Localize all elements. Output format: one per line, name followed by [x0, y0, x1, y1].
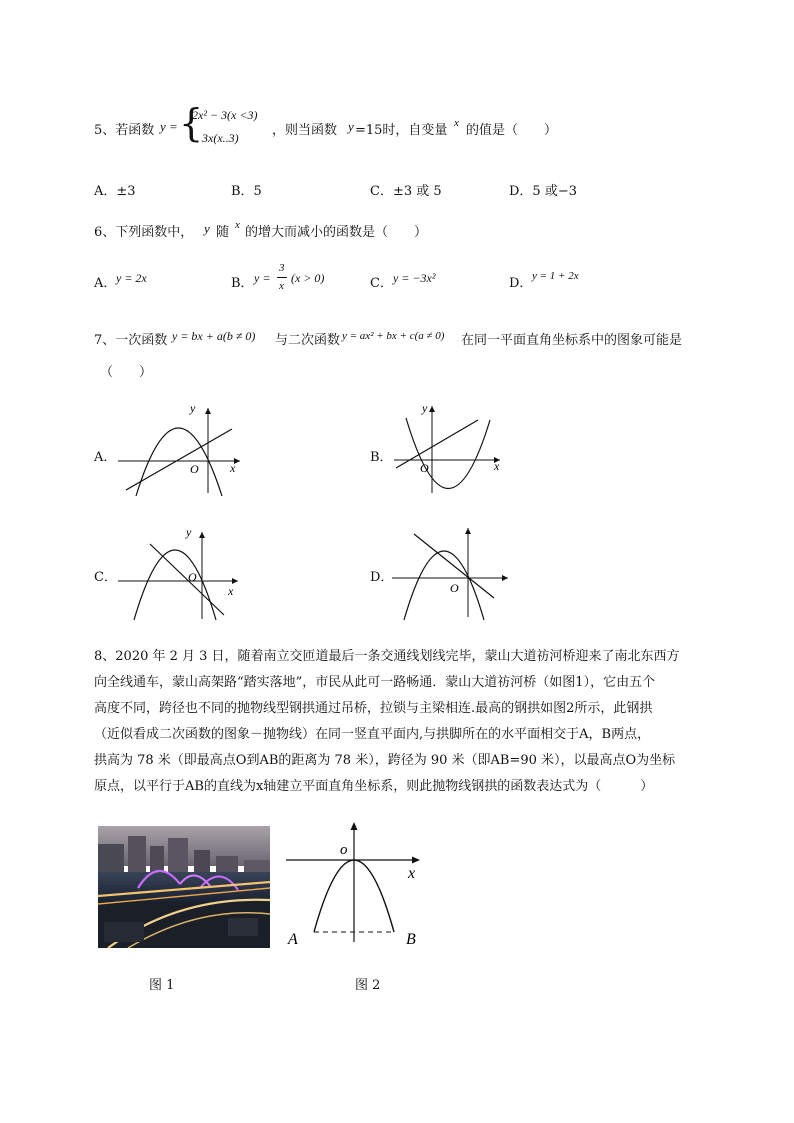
- parabola: [404, 551, 484, 620]
- parabola: [136, 428, 222, 496]
- q7-graph-d-label: D．: [370, 570, 394, 585]
- origin-label: o: [340, 842, 348, 858]
- q5-prefix: 5、若函数: [94, 123, 155, 138]
- bridge-photo: [98, 826, 270, 948]
- q5-suffix-x: x: [454, 117, 459, 129]
- q5-y: y =: [160, 119, 178, 134]
- q6-option-b-label: B．: [231, 276, 254, 291]
- line: [126, 429, 232, 490]
- y-axis-arrow: [205, 408, 211, 414]
- q6-option-d-label: D．: [509, 276, 533, 291]
- x-axis-label: x: [408, 865, 416, 882]
- point-b-label: B: [406, 931, 416, 948]
- q5-option-b: B．5: [231, 184, 262, 199]
- x-axis-arrow: [412, 857, 420, 864]
- q5-brace: {: [179, 101, 204, 145]
- q7-stem-d: （ ）: [100, 365, 153, 380]
- q8-line-4: （近似看成二次函数的图象－抛物线）在同一竖直平面内,与拱脚所在的水平面相交于A，B两点，: [94, 727, 651, 742]
- q7-graph-c-label: C．: [94, 570, 117, 585]
- y-axis-arrow: [429, 406, 435, 412]
- y-axis-label: y: [186, 525, 192, 539]
- q7-math-linear: y = bx + a(b ≠ 0): [172, 329, 256, 343]
- q5-option-c: C．±3 或 5: [370, 184, 442, 199]
- q6-stem-c: 的增大而减小的函数是（ ）: [245, 225, 428, 240]
- q5-option-a: A．±3: [94, 184, 136, 199]
- figure-1-caption: 图 1: [149, 978, 175, 993]
- q6-stem-x: x: [235, 219, 240, 231]
- origin-label: O: [190, 462, 199, 476]
- q8-line-2: 向全线通车，蒙山高架路“踏实落地”，市民从此可一路畅通．蒙山大道祊河桥（如图1），它由五个: [94, 675, 656, 690]
- parabola: [134, 550, 216, 620]
- x-axis-label: x: [494, 459, 500, 473]
- q7-graph-d: [388, 522, 518, 622]
- q5-suffix-a: ，则当函数: [272, 123, 338, 138]
- q6-option-b-numerator: 3: [279, 262, 285, 274]
- origin-label: O: [450, 581, 459, 595]
- parabola: [406, 418, 490, 489]
- q7-graph-a: [110, 398, 250, 498]
- q8-line-6: 原点，以平行于AB的直线为x轴建立平面直角坐标系，则此抛物线钢拱的函数表达式为（ ）: [94, 779, 654, 794]
- y-axis-arrow: [465, 528, 471, 534]
- q6-option-a-label: A．: [94, 276, 117, 291]
- q6-option-b-condition: (x > 0): [291, 271, 325, 285]
- q6-stem-b: 随: [216, 225, 230, 240]
- q5-suffix-y: y: [348, 119, 354, 134]
- x-axis-label: x: [228, 584, 234, 598]
- q5-suffix-e: 的值是（ ）: [466, 123, 558, 138]
- q5-suffix-c: =15时，自变量: [355, 123, 448, 138]
- q5-case-2: 3x(x..3): [202, 131, 239, 145]
- x-axis-label: x: [230, 461, 236, 475]
- origin-label: O: [188, 570, 197, 584]
- q7-graph-c: [110, 522, 250, 622]
- x-axis-arrow: [502, 575, 508, 581]
- y-axis-arrow: [199, 532, 205, 538]
- q7-graph-b: [388, 398, 518, 498]
- y-axis-label: y: [190, 401, 196, 415]
- q6-option-b-lhs: y =: [254, 271, 271, 285]
- q5-case-1: 2x² − 3(x <3): [192, 108, 258, 122]
- figure-2-arch: [282, 818, 432, 948]
- point-a-label: A: [288, 931, 298, 948]
- q7-stem-b: 与二次函数: [275, 333, 341, 348]
- q5-option-d: D．5 或−3: [509, 184, 577, 199]
- q8-line-1: 8、2020 年 2 月 3 日，随着南立交匝道最后一条交通线划线完毕，蒙山大道祊河桥迎来了南北东西方: [94, 649, 680, 664]
- q6-stem-a: 6、下列函数中，: [94, 225, 194, 240]
- q8-line-5: 拱高为 78 米（即最高点O到AB的距离为 78 米），跨径为 90 米（即AB=90 米），以最高点O为坐标: [94, 753, 676, 768]
- q6-stem-y: y: [204, 221, 210, 236]
- q7-stem-a: 7、一次函数: [94, 333, 168, 348]
- q6-option-b-fraction-bar: [277, 277, 287, 278]
- q7-graph-b-label: B．: [370, 450, 393, 465]
- origin-label: O: [420, 461, 429, 475]
- y-axis-label: y: [422, 401, 428, 415]
- y-axis-arrow: [351, 822, 358, 830]
- q6-option-c-label: C．: [370, 276, 393, 291]
- q6-option-b-denominator: x: [279, 280, 284, 292]
- q7-stem-c: 在同一平面直角坐标系中的图象可能是: [461, 333, 683, 348]
- q6-option-d-math: y = 1 + 2x: [532, 270, 579, 282]
- q6-option-c-math: y = −3x²: [393, 271, 436, 285]
- line: [150, 544, 224, 615]
- q6-option-a-math: y = 2x: [116, 271, 147, 285]
- q7-math-quadratic: y = ax² + bx + c(a ≠ 0): [342, 330, 445, 342]
- q8-line-3: 高度不同，跨径也不同的抛物线型钢拱通过吊桥，拉锁与主梁相连.最高的钢拱如图2所示，此钢拱: [94, 701, 653, 716]
- figure-2-caption: 图 2: [355, 978, 381, 993]
- q7-graph-a-label: A．: [94, 450, 117, 465]
